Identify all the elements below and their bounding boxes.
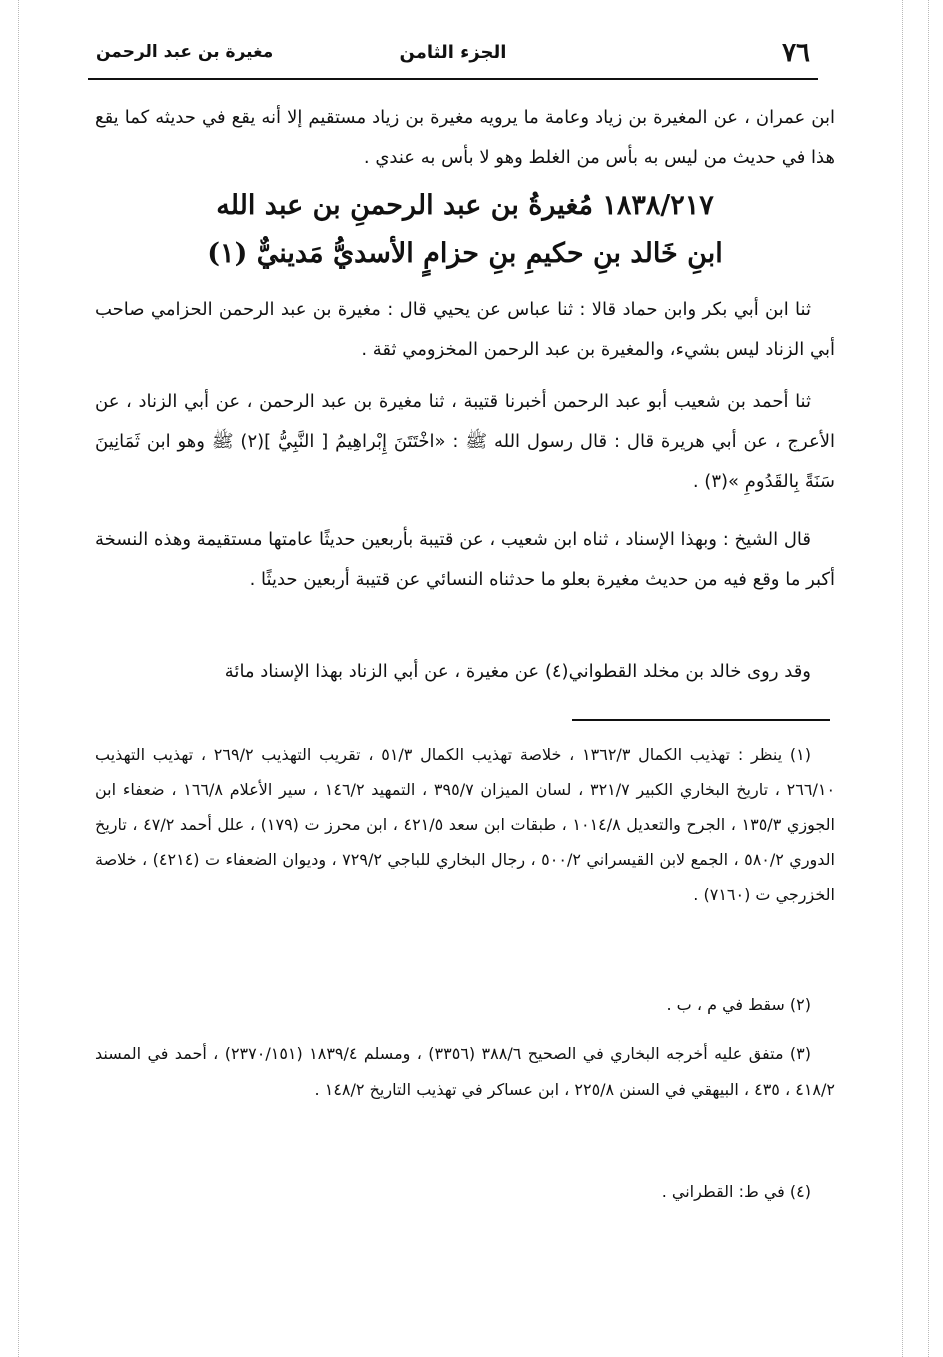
paragraph-text: ثنا ابن أبي بكر وابن حماد قالا : ثنا عباس عن يحيي قال : مغيرة بن عبد الرحمن الحزامي صاحب أبي الزناد ليس بشيء، والمغيرة بن عبد الرحمن المخزومي ثقة . bbox=[95, 299, 835, 360]
footnote-4 bbox=[95, 1174, 835, 1209]
paragraph-text: وقد روى خالد بن مخلد القطواني(٤) عن مغيرة ، عن أبي الزناد بهذا الإسناد مائة bbox=[224, 661, 811, 682]
paragraph-hadith bbox=[95, 382, 835, 502]
entry-heading bbox=[95, 182, 835, 278]
footnote-1 bbox=[95, 737, 835, 912]
paragraph-khalid bbox=[95, 652, 835, 692]
footnote-text: (١) ينظر : تهذيب الكمال ١٣٦٢/٣ ، خلاصة تهذيب الكمال ٥١/٣ ، تقريب التهذيب ٢٦٩/٢ ، تهذيب التهذيب ٢٦٦/١٠ ، تاريخ البخاري الكبير ٣٢١/٧ ، لسان الميزان ٣٩٥/٧ ، التمهيد ١٤٦/٢ ، سير الأعلام ١٦٦/٨ ، ضعفاء ابن الجوزي ١٣٥/٣ ، الجرح والتعديل ١٠١٤/٨ ، طبقات ابن سعد ٤٢١/٥ ، ابن محرز ت (١٧٩) ، علل أحمد ٤٧/٢ ، تاريخ الدوري ٥٨٠/٢ ، الجمع لابن القيسراني ٥٠٠/٢ ، رجال البخاري للباجي ٧٢٩/٢ ، وديوان الضعفاء ت (٤٢١٤) ، خلاصة الخزرجي ت (٧١٦٠) . bbox=[95, 745, 836, 904]
footnote-text: (٣) متفق عليه أخرجه البخاري في الصحيح ٣٨٨/٦ (٣٣٥٦) ، ومسلم ١٨٣٩/٤ (٢٣٧٠/١٥١) ، أحمد في المسند ٤١٨/٢ ، ٤٣٥ ، البيهقي في السنن ٢٢٥/٨ ، ابن عساكر في تهذيب التاريخ ١٤٨/٢ . bbox=[95, 1044, 835, 1099]
scan-margin-line-right bbox=[902, 0, 903, 1357]
scan-margin-line-edge bbox=[928, 0, 929, 1357]
footnote-2 bbox=[95, 987, 835, 1022]
paragraph-continuation: ابن عمران ، عن المغيرة بن زياد وعامة ما يرويه مغيرة بن زياد مستقيم إلا أنه يقع في حديثه كما يقع هذا في حديث من ليس به بأس من الغلط وهو لا بأس به عندي . bbox=[95, 107, 835, 168]
page-header bbox=[88, 38, 818, 80]
paragraph-text: ثنا أحمد بن شعيب أبو عبد الرحمن أخبرنا قتيبة ، ثنا مغيرة بن عبد الرحمن ، عن أبي الزناد ، عن الأعرج ، عن أبي هريرة قال : قال رسول الله ﷺ : «اخْتَتَنَ إِبْراهِيمُ [ النَّبِيُّ ](٢) ﷺ وهو ابن ثَمَانِينَ سَنَةً بِالقَدُومِ »(٣) . bbox=[95, 391, 835, 492]
entry-heading-line-2: ابنِ خَالد بنِ حكيمِ بنِ حزامٍ الأسديُّ مَدينيٌّ (١) bbox=[207, 238, 723, 269]
paragraph-sheikh bbox=[95, 520, 835, 600]
footnote-3 bbox=[95, 1036, 835, 1108]
paragraph-abbas-yahya bbox=[95, 290, 835, 370]
volume-label: الجزء الثامن bbox=[399, 42, 507, 63]
footnote-separator bbox=[572, 719, 830, 721]
page-number: ٧٦ bbox=[782, 38, 810, 68]
scan-margin-line-left bbox=[18, 0, 19, 1357]
entry-heading-line-1: ١٨٣٨/٢١٧ مُغيرةُ بن عبد الرحمنِ بن عبد الله bbox=[216, 190, 714, 221]
running-title: مغيرة بن عبد الرحمن bbox=[96, 42, 274, 62]
paragraph-text: قال الشيخ : وبهذا الإسناد ، ثناه ابن شعيب ، عن قتيبة بأربعين حديثًا عامتها مستقيمة وهذه النسخة أكبر ما وقع فيه من حديث مغيرة بعلو ما حدثناه النسائي عن قتيبة أربعين حديثًا . bbox=[94, 529, 835, 590]
footnote-text: (٢) سقط في م ، ب . bbox=[666, 995, 811, 1014]
footnote-text: (٤) في ط: القطراني . bbox=[661, 1182, 811, 1201]
